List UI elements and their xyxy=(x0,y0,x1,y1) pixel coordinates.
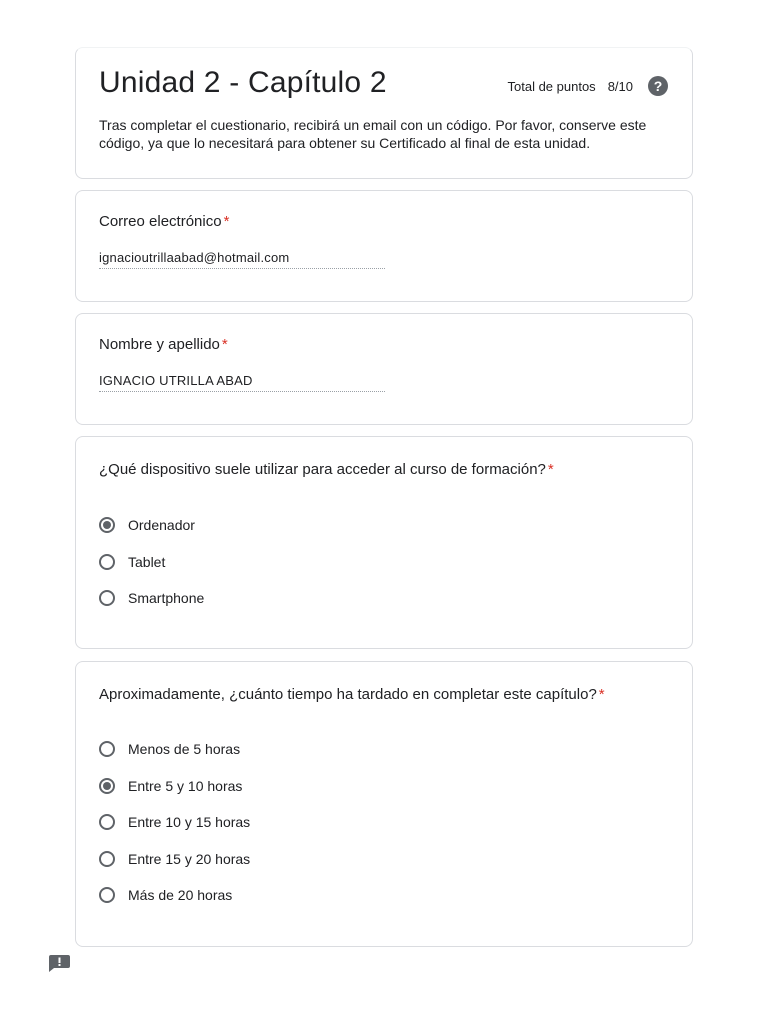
question-label-device: ¿Qué dispositivo suele utilizar para acceder al curso de formación? * xyxy=(99,461,554,478)
radio-unchecked[interactable] xyxy=(99,814,115,830)
required-asterisk: * xyxy=(547,461,554,478)
time-option-mas-20[interactable]: Más de 20 horas xyxy=(99,877,250,914)
radio-checked[interactable] xyxy=(99,517,115,533)
device-option-smartphone[interactable]: Smartphone xyxy=(99,580,204,617)
radio-unchecked[interactable] xyxy=(99,741,115,757)
form-title: Unidad 2 - Capítulo 2 xyxy=(99,66,387,99)
radio-unchecked[interactable] xyxy=(99,887,115,903)
time-option-15-20[interactable]: Entre 15 y 20 horas xyxy=(99,841,250,878)
points-label: Total de puntos xyxy=(507,78,596,94)
question-card-device xyxy=(75,436,693,649)
help-circle-icon[interactable]: ? xyxy=(648,76,668,96)
time-option-menos-5[interactable]: Menos de 5 horas xyxy=(99,731,250,768)
form-header-card xyxy=(75,47,693,179)
question-label-email: Correo electrónico * xyxy=(99,213,230,230)
points-value: 8/10 xyxy=(607,78,633,94)
feedback-icon[interactable] xyxy=(49,955,70,972)
radio-unchecked[interactable] xyxy=(99,851,115,867)
email-answer: ignacioutrillaabad@hotmail.com xyxy=(99,250,385,269)
form-description: Tras completar el cuestionario, recibirá un email con un código. Por favor, conserve este código, ya que lo necesitará para obtener su Certificado al final de esta unidad. xyxy=(99,117,647,151)
question-label-name: Nombre y apellido * xyxy=(99,336,228,353)
question-label-time: Aproximadamente, ¿cuánto tiempo ha tardado en completar este capítulo? * xyxy=(99,686,605,703)
question-card-time xyxy=(75,661,693,947)
required-asterisk: * xyxy=(221,336,228,353)
question-card-email xyxy=(75,190,693,302)
time-option-10-15[interactable]: Entre 10 y 15 horas xyxy=(99,804,250,841)
device-options xyxy=(99,507,204,617)
question-card-name xyxy=(75,313,693,425)
time-options xyxy=(99,731,250,914)
required-asterisk: * xyxy=(598,686,605,703)
radio-checked[interactable] xyxy=(99,778,115,794)
time-option-5-10[interactable]: Entre 5 y 10 horas xyxy=(99,768,250,805)
total-points xyxy=(508,76,669,96)
device-option-ordenador[interactable]: Ordenador xyxy=(99,507,204,544)
radio-unchecked[interactable] xyxy=(99,590,115,606)
radio-unchecked[interactable] xyxy=(99,554,115,570)
name-answer: IGNACIO UTRILLA ABAD xyxy=(99,373,385,392)
device-option-tablet[interactable]: Tablet xyxy=(99,544,204,581)
required-asterisk: * xyxy=(223,213,230,230)
